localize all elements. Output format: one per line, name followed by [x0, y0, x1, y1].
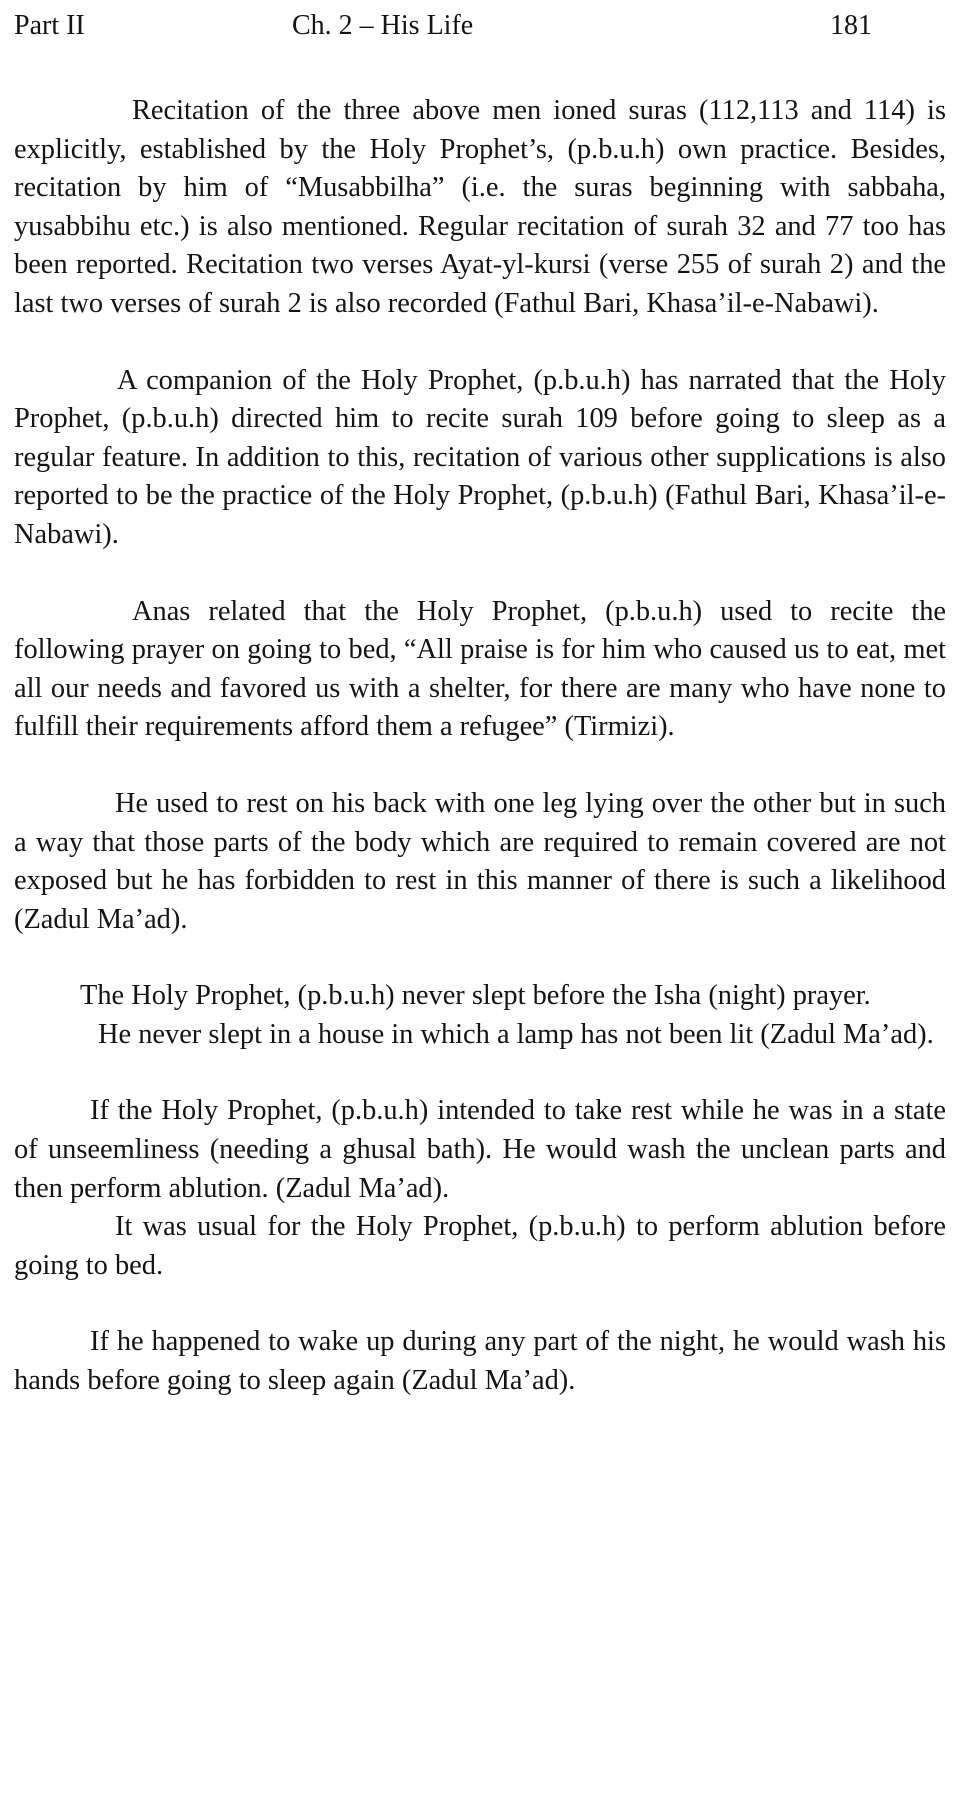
- paragraph-recitation-suras: Recitation of the three above men ioned suras (112,113 and 114) is explicitly, established by the Holy Prophet’s, (p.b.u.h) own practice. Besides, recitation by him of “Musabbilha” (i.e. the suras beginning with sabbaha, yusabbihu etc.) is also mentioned. Regular recitation of surah 32 and 77 too has been reported. Recitation two verses Ayat-yl-kursi (verse 255 of surah 2) and the last two verses of surah 2 is also recorded (Fathul Bari, Khasa’il-e-Nabawi).: [14, 95, 946, 319]
- paragraph-companion-narration: A companion of the Holy Prophet, (p.b.u.h) has narrated that the Holy Prophet, (p.b.u.h) directed him to recite surah 109 before going to sleep as a regular feature. In addition to this, recitation of various other supplications is also reported to be the practice of the Holy Prophet, (p.b.u.h) (Fathul Bari, Khasa’il-e-Nabawi).: [14, 364, 946, 550]
- header-page-number: 181: [830, 10, 872, 41]
- header-part-label: Part II: [14, 10, 85, 41]
- paragraph-anas-prayer: Anas related that the Holy Prophet, (p.b.u.h) used to recite the following prayer on going to bed, “All praise is for him who caused us to eat, met all our needs and favored us with a shelter, for there are many who have none to fulfill their requirements afford them a refugee” (Tirmizi).: [14, 595, 946, 743]
- paragraph-ablution: It was usual for the Holy Prophet, (p.b.u.h) to perform ablution before going to bed.: [14, 1211, 946, 1281]
- paragraph-wake-up: If he happened to wake up during any part of the night, he would wash his hands before going to sleep again (Zadul Ma’ad).: [14, 1326, 946, 1397]
- paragraph-lamp-lit: He never slept in a house in which a lamp has not been lit (Zadul Ma’ad).: [98, 1018, 934, 1050]
- paragraph-rest-posture: He used to rest on his back with one leg lying over the other but in such a way that those parts of the body which are required to remain covered are not exposed but he has forbidden to rest in this manner of there is such a likelihood (Zadul Ma’ad).: [14, 787, 946, 935]
- page-header: [0, 6, 960, 46]
- header-chapter-title: Ch. 2 – His Life: [292, 10, 474, 41]
- page-body: [14, 92, 946, 1401]
- paragraph-isha-prayer: The Holy Prophet, (p.b.u.h) never slept before the Isha (night) prayer.: [80, 980, 871, 1012]
- paragraph-ghusal: If the Holy Prophet, (p.b.u.h) intended to take rest while he was in a state of unseemliness (needing a ghusal bath). He would wash the unclean parts and then perform ablution. (Zadul Ma’ad).: [14, 1095, 946, 1204]
